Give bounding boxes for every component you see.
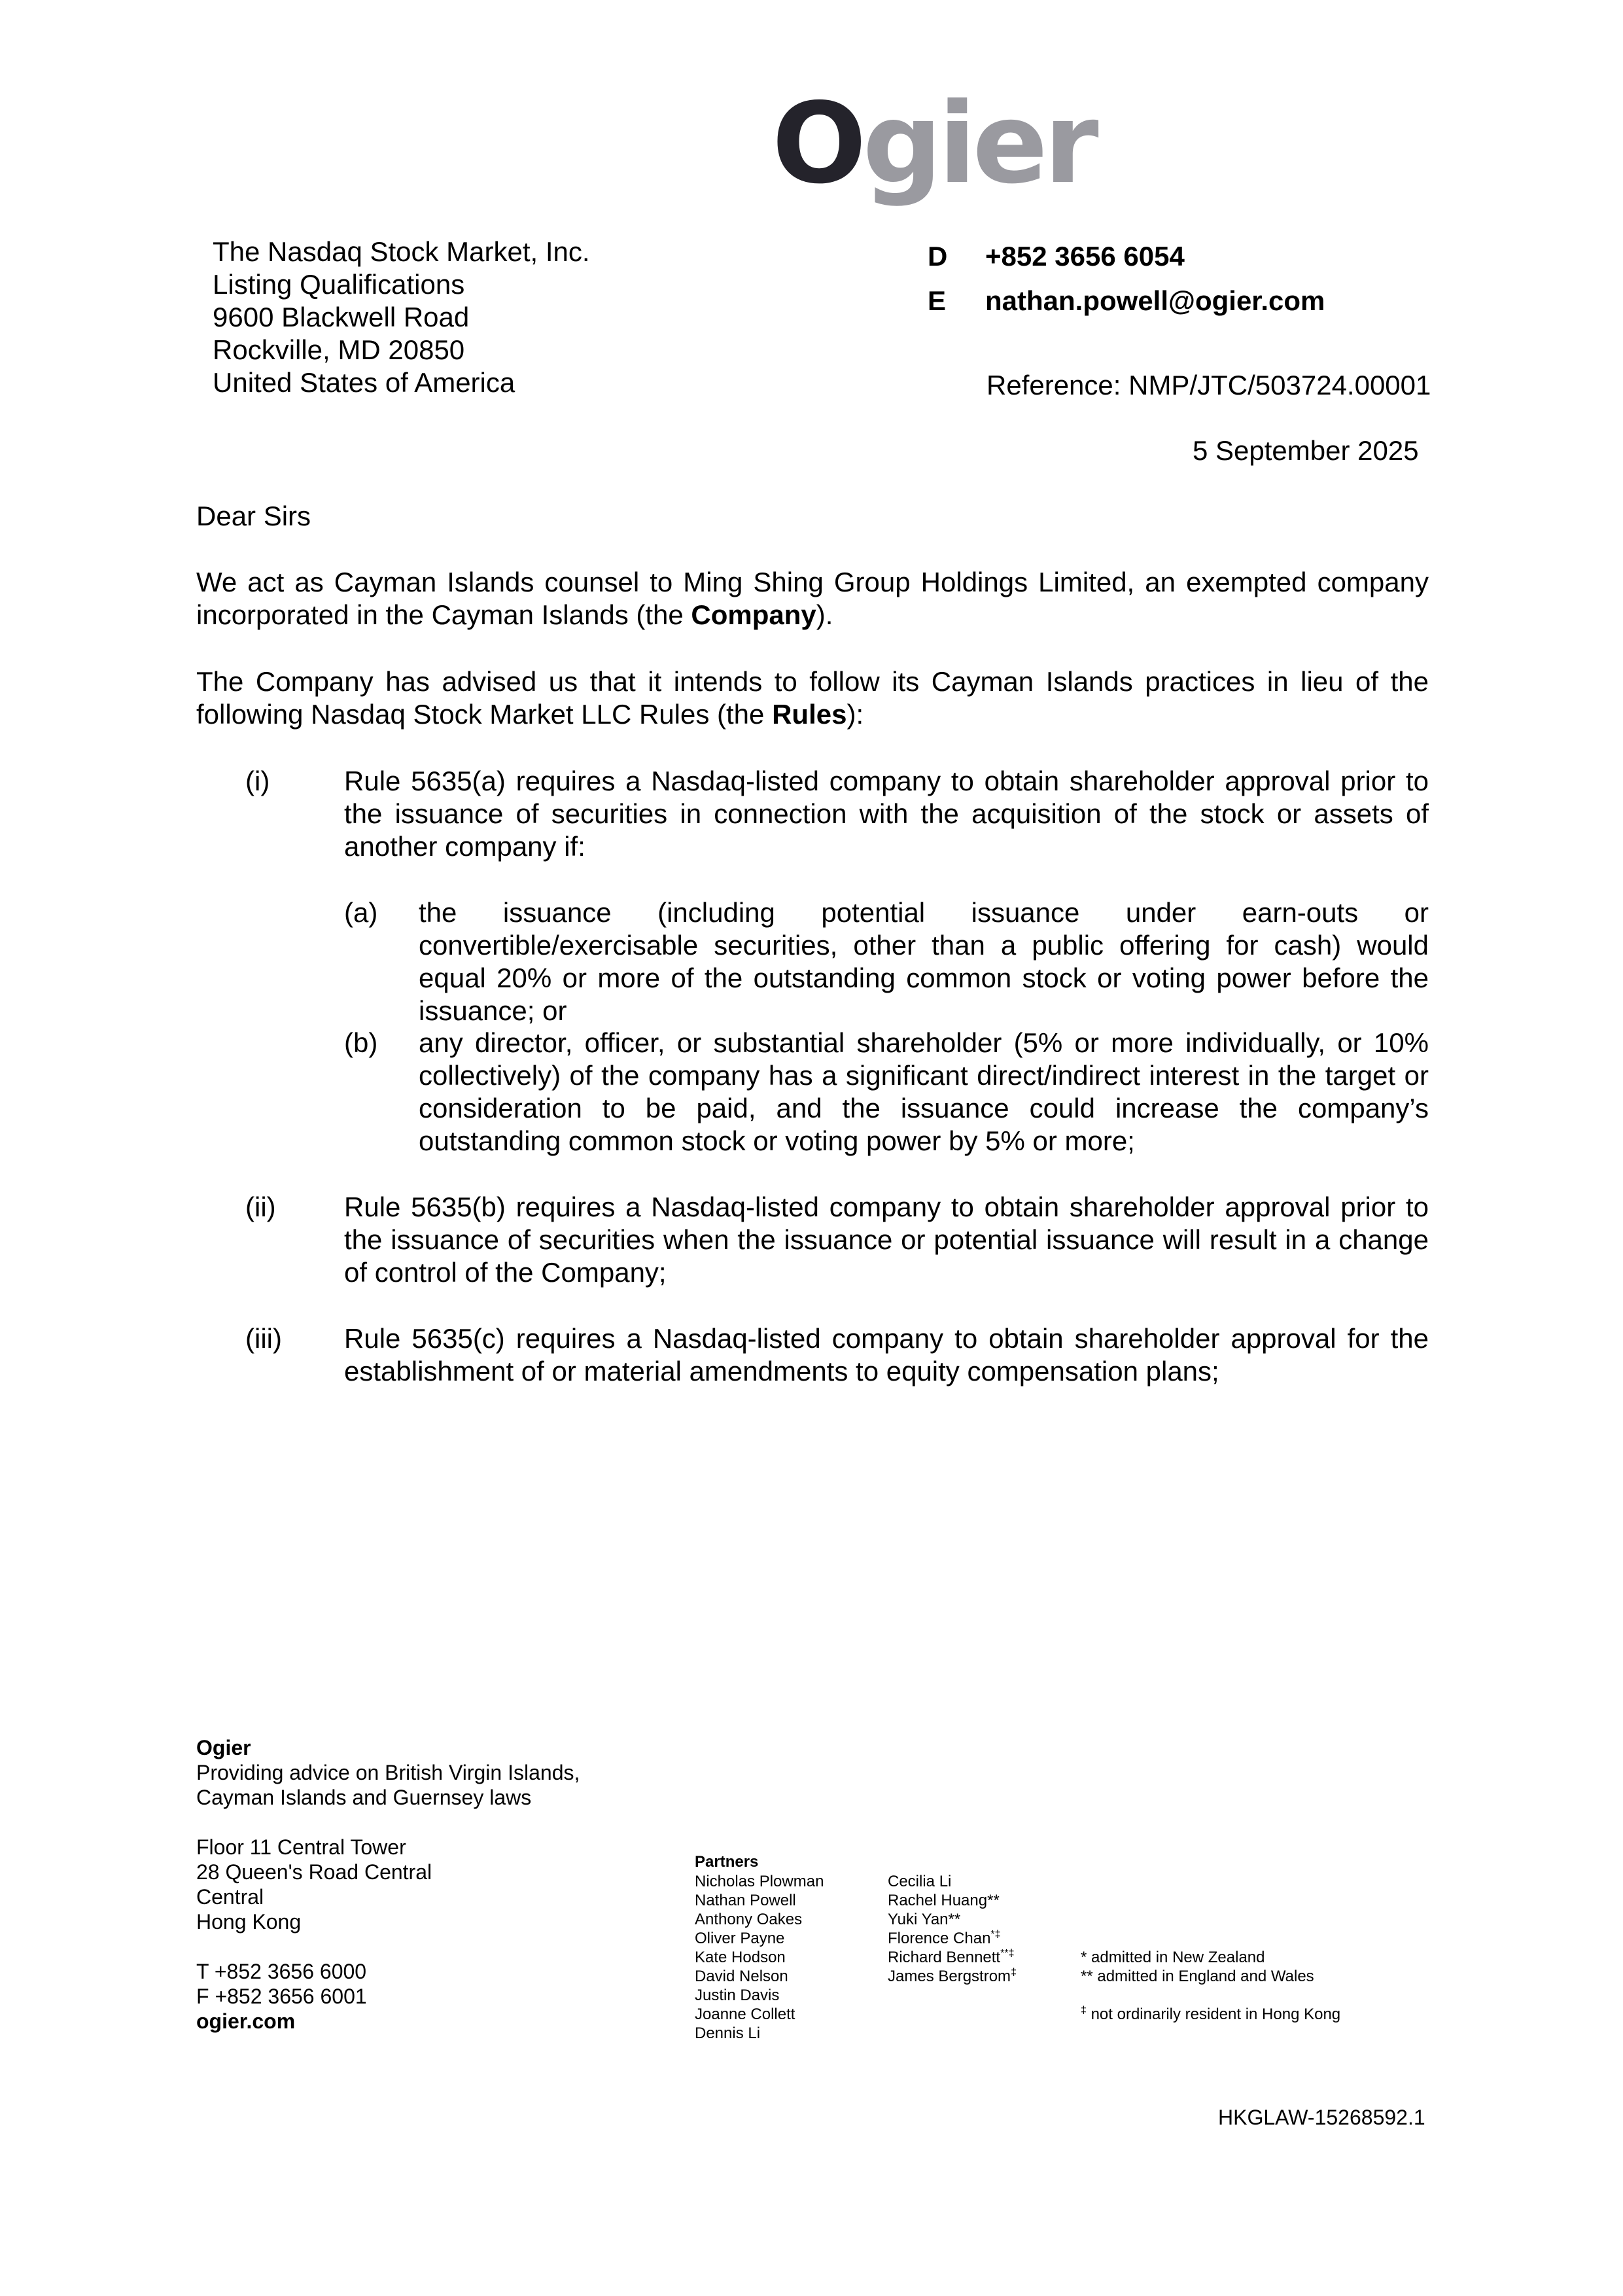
footer-tel: T +852 3656 6000: [196, 1960, 367, 1983]
footnote: ** admitted in England and Wales: [1081, 1968, 1314, 1985]
logo-o: O: [772, 79, 863, 209]
partner-name: Joanne Collett: [695, 2005, 795, 2023]
list-subitem: the issuance (including potential issuance under earn-outs or convertible/exercisable securities, other than a public offering for cash) would equal 20% or more of the outstanding common stock or voting power before the issuance; or: [419, 897, 1429, 1026]
salutation: Dear Sirs: [196, 501, 311, 531]
partner-name: Justin Davis: [695, 1987, 780, 2004]
footer-address-line: 28 Queen's Road Central: [196, 1860, 432, 1884]
partner-name: Yuki Yan: [888, 1911, 949, 1928]
footer-desc: Providing advice on British Virgin Islands,: [196, 1761, 580, 1784]
recipient-line: 9600 Blackwell Road: [213, 302, 470, 332]
partners-column-1: [695, 1872, 824, 2043]
footer-address-line: Central: [196, 1885, 264, 1909]
letter-date: 5 September 2025: [1193, 435, 1419, 466]
recipient-line: The Nasdaq Stock Market, Inc.: [213, 236, 590, 267]
recipient-line: Listing Qualifications: [213, 269, 465, 300]
partner-name: Rachel Huang: [888, 1892, 988, 1909]
partner-mark: ‡: [1011, 1967, 1017, 1978]
ogier-logo: [772, 79, 1095, 209]
footer-office: [196, 1735, 580, 2034]
footnote: * admitted in New Zealand: [1081, 1949, 1265, 1966]
footer-address-line: Floor 11 Central Tower: [196, 1835, 406, 1859]
footer-website-link[interactable]: ogier.com: [196, 2009, 296, 2033]
footnote-mark: ‡: [1081, 2005, 1087, 2016]
partner-name: James Bergstrom: [888, 1968, 1011, 1985]
para1-defined-term: Company: [691, 599, 816, 630]
email-link[interactable]: nathan.powell@ogier.com: [985, 285, 1325, 316]
footnote: [1081, 2005, 1340, 2024]
partner-entry: [888, 1872, 1017, 1891]
partner-mark: **: [987, 1892, 1000, 1909]
partner-name: Dennis Li: [695, 2024, 761, 2042]
partner-name: Nathan Powell: [695, 1892, 796, 1909]
recipient-address: [213, 236, 590, 399]
sender-contact: [928, 234, 1325, 323]
para1-text-end: ).: [816, 599, 833, 630]
partner-mark: *‡: [990, 1929, 1001, 1940]
partner-entry: [888, 1948, 1017, 1967]
partner-name: David Nelson: [695, 1968, 788, 1985]
partner-name: Anthony Oakes: [695, 1911, 803, 1928]
partner-name: Oliver Payne: [695, 1930, 785, 1947]
item-number: (iii): [245, 1323, 282, 1354]
footer-address-line: Hong Kong: [196, 1910, 302, 1934]
partner-name: Kate Hodson: [695, 1949, 786, 1966]
partner-mark: **‡: [1000, 1948, 1015, 1959]
para2-text-end: ):: [846, 699, 864, 730]
partner-entry: [888, 1929, 1017, 1948]
recipient-line: Rockville, MD 20850: [213, 334, 465, 365]
document-id: HKGLAW-15268592.1: [1218, 2106, 1425, 2129]
partner-mark: **: [948, 1911, 961, 1928]
item-number: (i): [245, 766, 270, 796]
partner-name: Cecilia Li: [888, 1873, 952, 1890]
partner-name: Nicholas Plowman: [695, 1873, 824, 1890]
list-item: Rule 5635(b) requires a Nasdaq-listed company to obtain shareholder approval prior to the issuance of securities when the issuance or potential issuance will result in a change of control of the Company;: [344, 1192, 1429, 1288]
partner-entry: [888, 1910, 1017, 1929]
partner-entry: [888, 1891, 1017, 1910]
footer-desc: Cayman Islands and Guernsey laws: [196, 1786, 532, 1809]
para2-defined-term: Rules: [772, 699, 847, 730]
subitem-number: (b): [344, 1027, 378, 1058]
direct-label: D: [928, 241, 948, 272]
paragraph-rules: [196, 665, 1429, 731]
footer-fax: F +852 3656 6001: [196, 1985, 367, 2008]
para1-text: We act as Cayman Islands counsel to Ming Shing Group Holdings Limited, an exempted company incorporated in the Cayman Islands (the: [196, 567, 1429, 630]
partners-column-2: [888, 1872, 1017, 1986]
para2-text: The Company has advised us that it intends to follow its Cayman Islands practices in lieu of the following Nasdaq Stock Market LLC Rules (the: [196, 666, 1429, 730]
list-subitem: any director, officer, or substantial shareholder (5% or more individually, or 10% collectively) of the company has a significant direct/indirect interest in the target or consideration to be paid, and the issuance could increase the company’s outstanding common stock or voting power by 5% or more;: [419, 1027, 1429, 1156]
footer-org-name: Ogier: [196, 1736, 251, 1759]
email-label: E: [928, 285, 947, 316]
partners-heading: Partners: [695, 1853, 759, 1871]
item-number: (ii): [245, 1192, 276, 1222]
recipient-line: United States of America: [213, 367, 515, 398]
paragraph-intro: [196, 566, 1429, 631]
direct-phone: +852 3656 6054: [985, 241, 1185, 272]
subitem-number: (a): [344, 897, 378, 928]
logo-gier: gier: [862, 79, 1095, 209]
footnote-text: not ordinarily resident in Hong Kong: [1086, 2005, 1341, 2023]
reference: Reference: NMP/JTC/503724.00001: [986, 370, 1431, 400]
partner-name: Richard Bennett: [888, 1949, 1001, 1966]
partner-entry: [888, 1967, 1017, 1986]
partner-name: Florence Chan: [888, 1930, 991, 1947]
list-item: Rule 5635(c) requires a Nasdaq-listed company to obtain shareholder approval for the establishment of or material amendments to equity compensation plans;: [344, 1323, 1429, 1386]
list-item: Rule 5635(a) requires a Nasdaq-listed company to obtain shareholder approval prior to the issuance of securities in connection with the acquisition of the stock or assets of another company if:: [344, 766, 1429, 862]
